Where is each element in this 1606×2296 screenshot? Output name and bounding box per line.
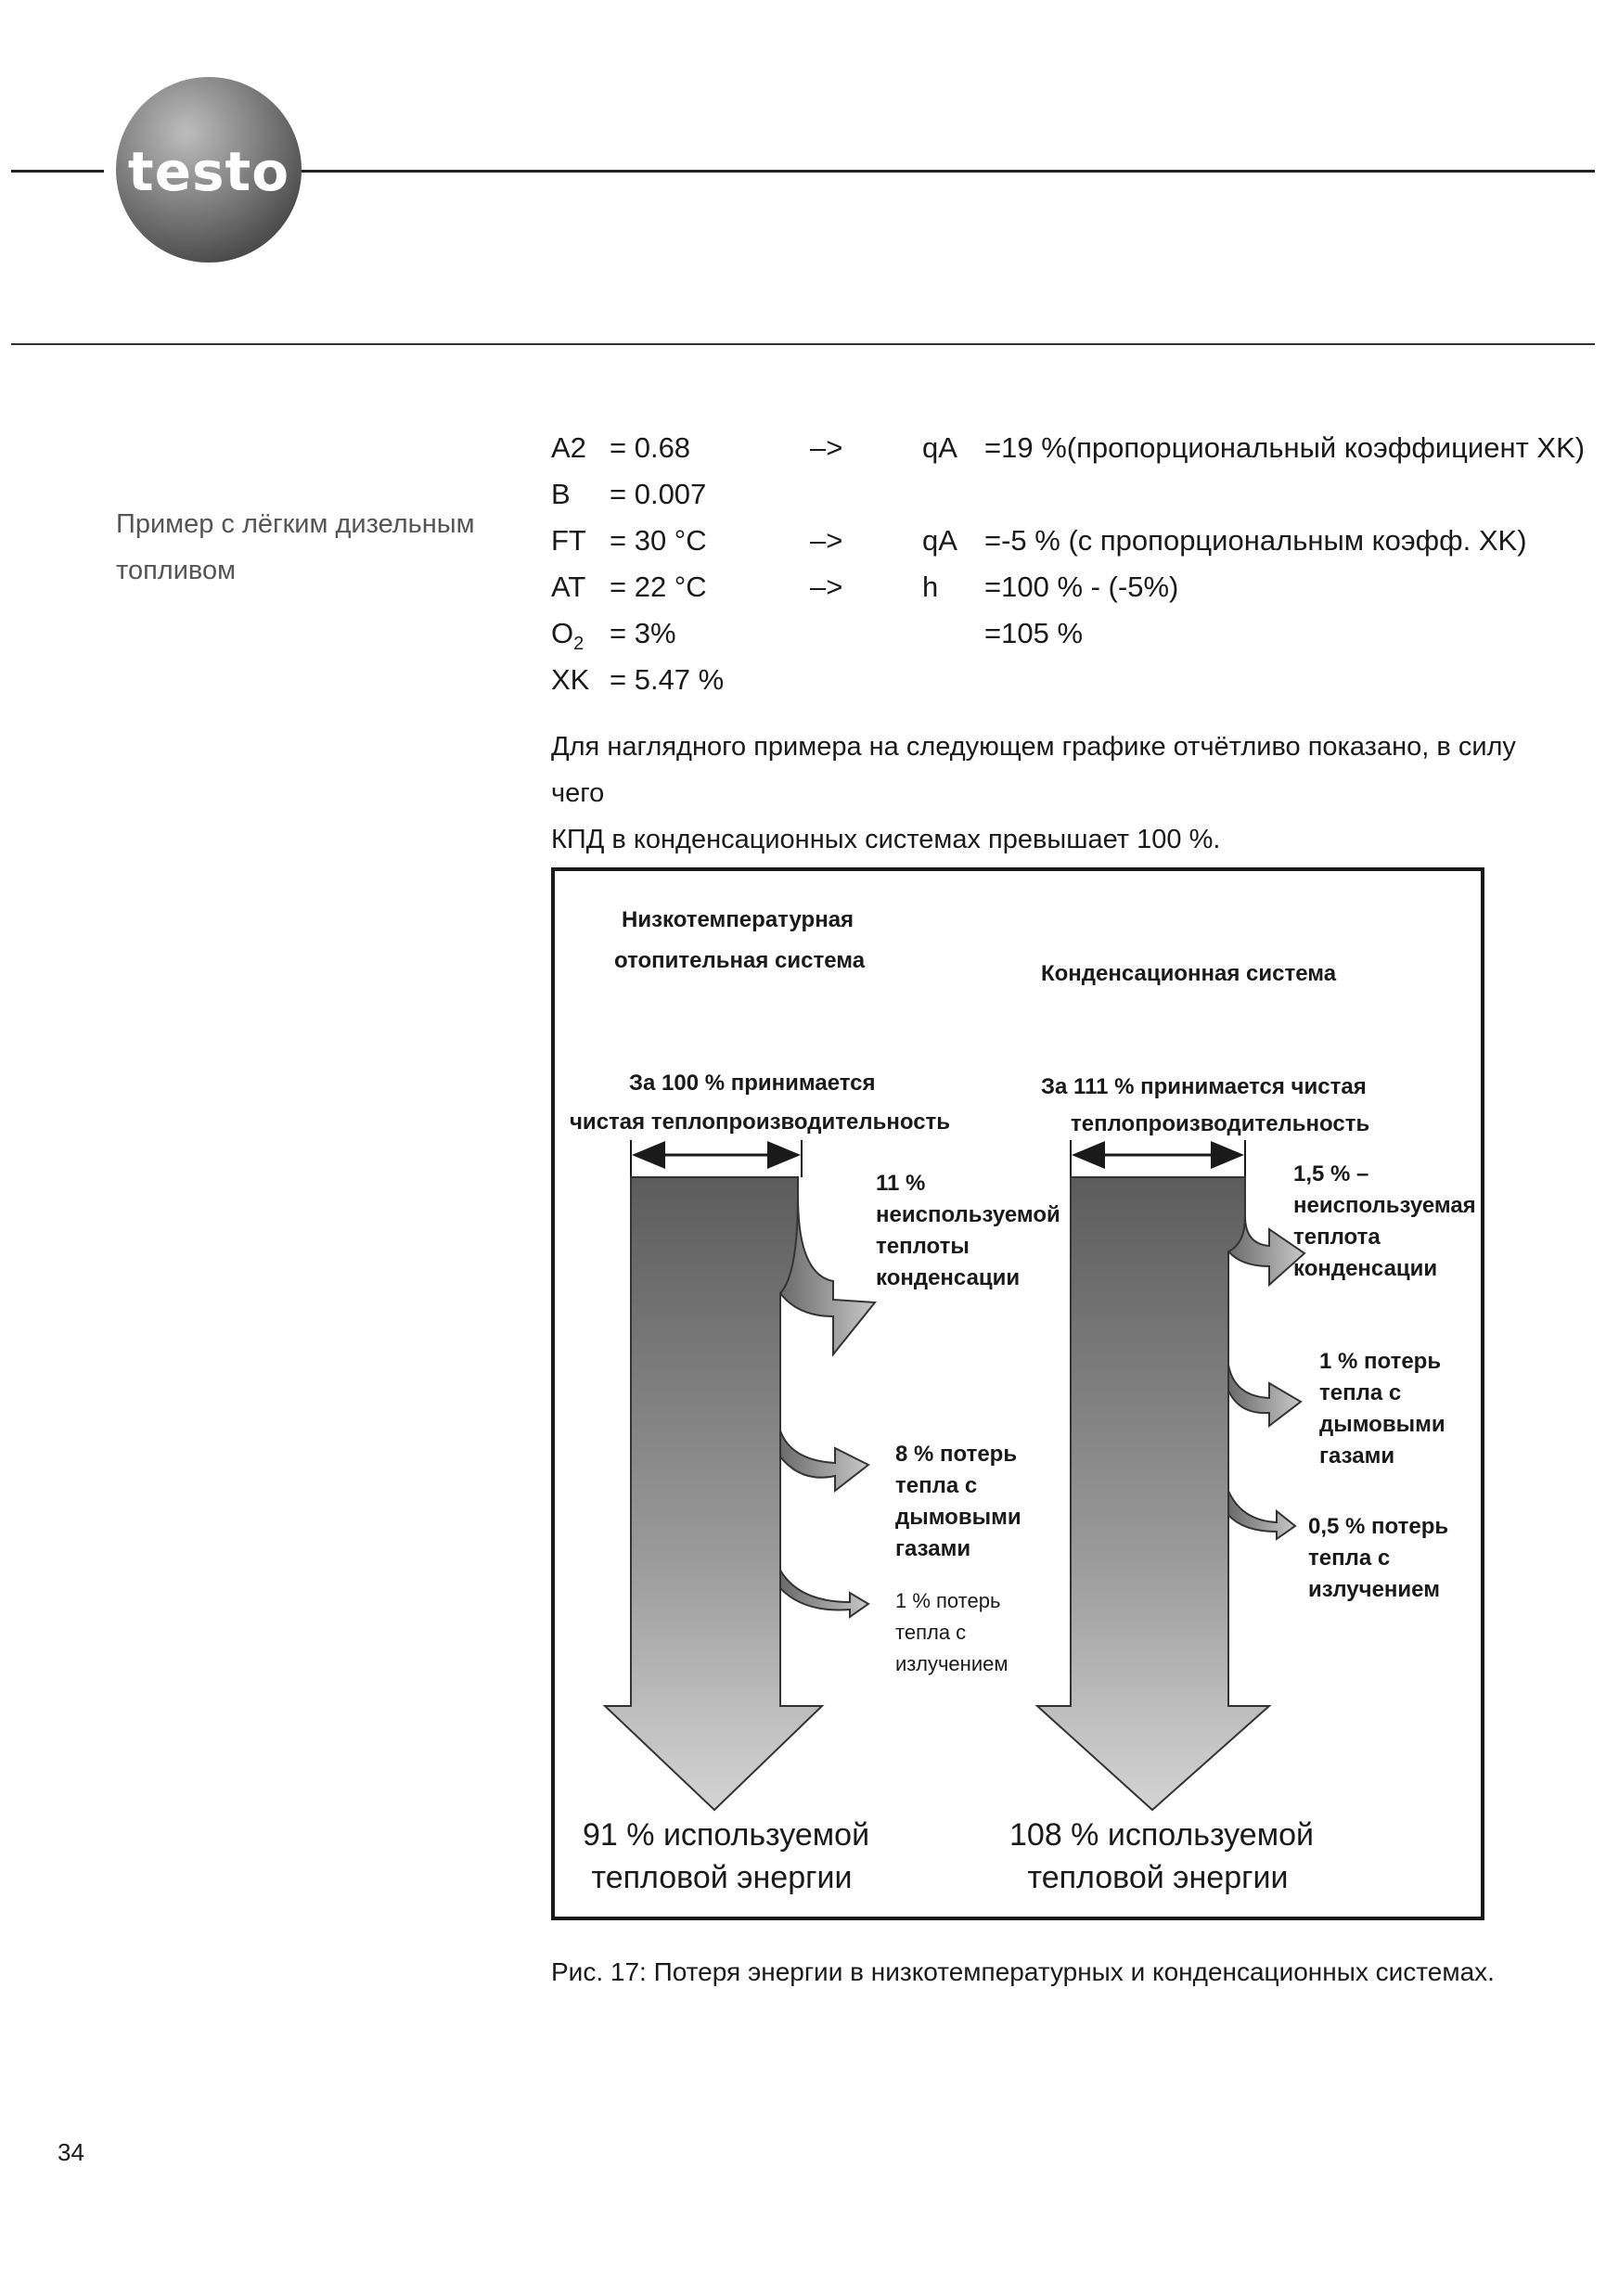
left-basis-line2: чистая теплопроизводительность xyxy=(570,1110,951,1135)
eq-value-o2: = 3% xyxy=(610,617,676,649)
right-loss1-line3: теплота xyxy=(1293,1225,1381,1250)
left-loss2-line2: тепла с xyxy=(895,1473,978,1498)
right-title: Конденсационная система xyxy=(1041,961,1337,986)
eq-name-xk: XK xyxy=(551,663,590,696)
side-note-line2: топливом xyxy=(116,556,237,585)
left-loss3-line2: тепла с xyxy=(895,1621,967,1644)
eq-o2-sub: 2 xyxy=(573,634,585,655)
paragraph-line1: Для наглядного примера на следующем графике отчётливо показано, в силу чего xyxy=(551,732,1516,808)
left-result xyxy=(583,1814,870,1899)
right-branch-radiation xyxy=(1228,1491,1295,1539)
right-loss3-line2: тепла с xyxy=(1308,1546,1391,1571)
logo-text: testo xyxy=(127,140,290,203)
eq-name-o2 xyxy=(551,617,584,655)
left-result-line2: тепловой энергии xyxy=(591,1860,853,1895)
left-loss3-line1: 1 % потерь xyxy=(895,1589,1001,1612)
eq-right-name-1: qA xyxy=(922,431,957,464)
right-basis-line2: теплопроизводительность xyxy=(1071,1111,1370,1136)
eq-right-value-2: =-5 % (с пропорциональным коэфф. XK) xyxy=(984,524,1527,557)
right-loss2-line2: тепла с xyxy=(1319,1380,1402,1405)
header-rule-left xyxy=(11,170,104,173)
paragraph-line2: КПД в конденсационных системах превышает 100 %. xyxy=(551,825,1221,854)
right-loss1-line1: 1,5 % – xyxy=(1293,1161,1369,1186)
left-loss1-line2: неиспользуемой xyxy=(876,1202,1060,1227)
right-loss2-line4: газами xyxy=(1319,1443,1395,1469)
right-branch-flue xyxy=(1228,1365,1301,1426)
eq-arrow-1: –> xyxy=(810,431,843,464)
right-loss3-line3: излучением xyxy=(1308,1577,1440,1602)
eq-right-value-1: =19 %(пропорциональный коэффициент XK) xyxy=(984,431,1586,464)
right-result xyxy=(1009,1814,1314,1899)
right-loss-flue xyxy=(1319,1346,1445,1472)
right-width-indicator xyxy=(1071,1140,1245,1177)
left-branch-radiation xyxy=(779,1569,868,1617)
eq-right-value-4: =105 % xyxy=(984,617,1084,649)
left-title-line2: отопительная система xyxy=(614,948,866,973)
intro-paragraph xyxy=(551,724,1525,863)
right-loss1-line4: конденсации xyxy=(1293,1256,1438,1281)
eq-value-at: = 22 °C xyxy=(610,571,707,603)
section-divider xyxy=(11,343,1595,345)
left-loss2-line3: дымовыми xyxy=(895,1505,1021,1530)
right-loss3-line1: 0,5 % потерь xyxy=(1308,1514,1449,1539)
testo-logo xyxy=(116,77,302,263)
right-basis-line1: За 111 % принимается чистая xyxy=(1041,1074,1367,1099)
eq-name-at: AT xyxy=(551,571,586,603)
right-result-line2: тепловой энергии xyxy=(1027,1860,1289,1895)
eq-value-a2: = 0.68 xyxy=(610,431,691,464)
left-loss1-line4: конденсации xyxy=(876,1265,1021,1290)
eq-right-name-3: h xyxy=(922,571,939,603)
left-loss2-line1: 8 % потерь xyxy=(895,1442,1018,1467)
left-title-line1: Низкотемпературная xyxy=(622,907,854,932)
left-loss1-line1: 11 % xyxy=(876,1171,926,1196)
eq-name-b: B xyxy=(551,478,571,510)
left-loss3-line3: излучением xyxy=(895,1652,1009,1675)
eq-value-b: = 0.007 xyxy=(610,478,707,510)
eq-right-value-3: =100 % - (-5%) xyxy=(984,571,1179,603)
eq-value-ft: = 30 °C xyxy=(610,524,707,557)
left-loss1-line3: теплоты xyxy=(876,1234,970,1259)
right-loss-condensation xyxy=(1293,1159,1476,1285)
figure-caption: Рис. 17: Потеря энергии в низкотемпературных и конденсационных системах. xyxy=(551,1957,1495,1986)
side-note xyxy=(116,501,487,594)
left-result-line1: 91 % используемой xyxy=(583,1817,870,1853)
left-trunk-arrow xyxy=(605,1177,822,1810)
right-trunk-arrow xyxy=(1037,1177,1269,1810)
left-loss-radiation xyxy=(895,1585,1008,1680)
header-rule-right xyxy=(295,170,1595,173)
right-loss-radiation xyxy=(1308,1511,1448,1606)
eq-name-a2: А2 xyxy=(551,431,586,464)
eq-arrow-2: –> xyxy=(810,524,843,557)
left-loss-flue xyxy=(895,1439,1021,1565)
eq-name-ft: FT xyxy=(551,524,586,557)
left-branch-flue xyxy=(779,1428,868,1491)
left-loss2-line4: газами xyxy=(895,1536,971,1561)
side-note-line1: Пример с лёгким дизельным xyxy=(116,509,475,539)
left-basis-line1: За 100 % принимается xyxy=(629,1071,876,1096)
eq-right-name-2: qA xyxy=(922,524,957,557)
page-number: 34 xyxy=(58,2138,84,2166)
eq-arrow-3: –> xyxy=(810,571,843,603)
eq-o2-letter: O xyxy=(551,617,574,649)
right-loss1-line2: неиспользуемая xyxy=(1293,1193,1476,1218)
left-width-indicator xyxy=(631,1140,802,1177)
right-loss2-line3: дымовыми xyxy=(1319,1412,1445,1437)
eq-value-xk: = 5.47 % xyxy=(610,663,725,696)
right-loss2-line1: 1 % потерь xyxy=(1319,1349,1442,1374)
left-loss-condensation xyxy=(876,1168,1060,1294)
energy-loss-figure xyxy=(551,867,1484,1920)
right-result-line1: 108 % используемой xyxy=(1009,1817,1314,1853)
